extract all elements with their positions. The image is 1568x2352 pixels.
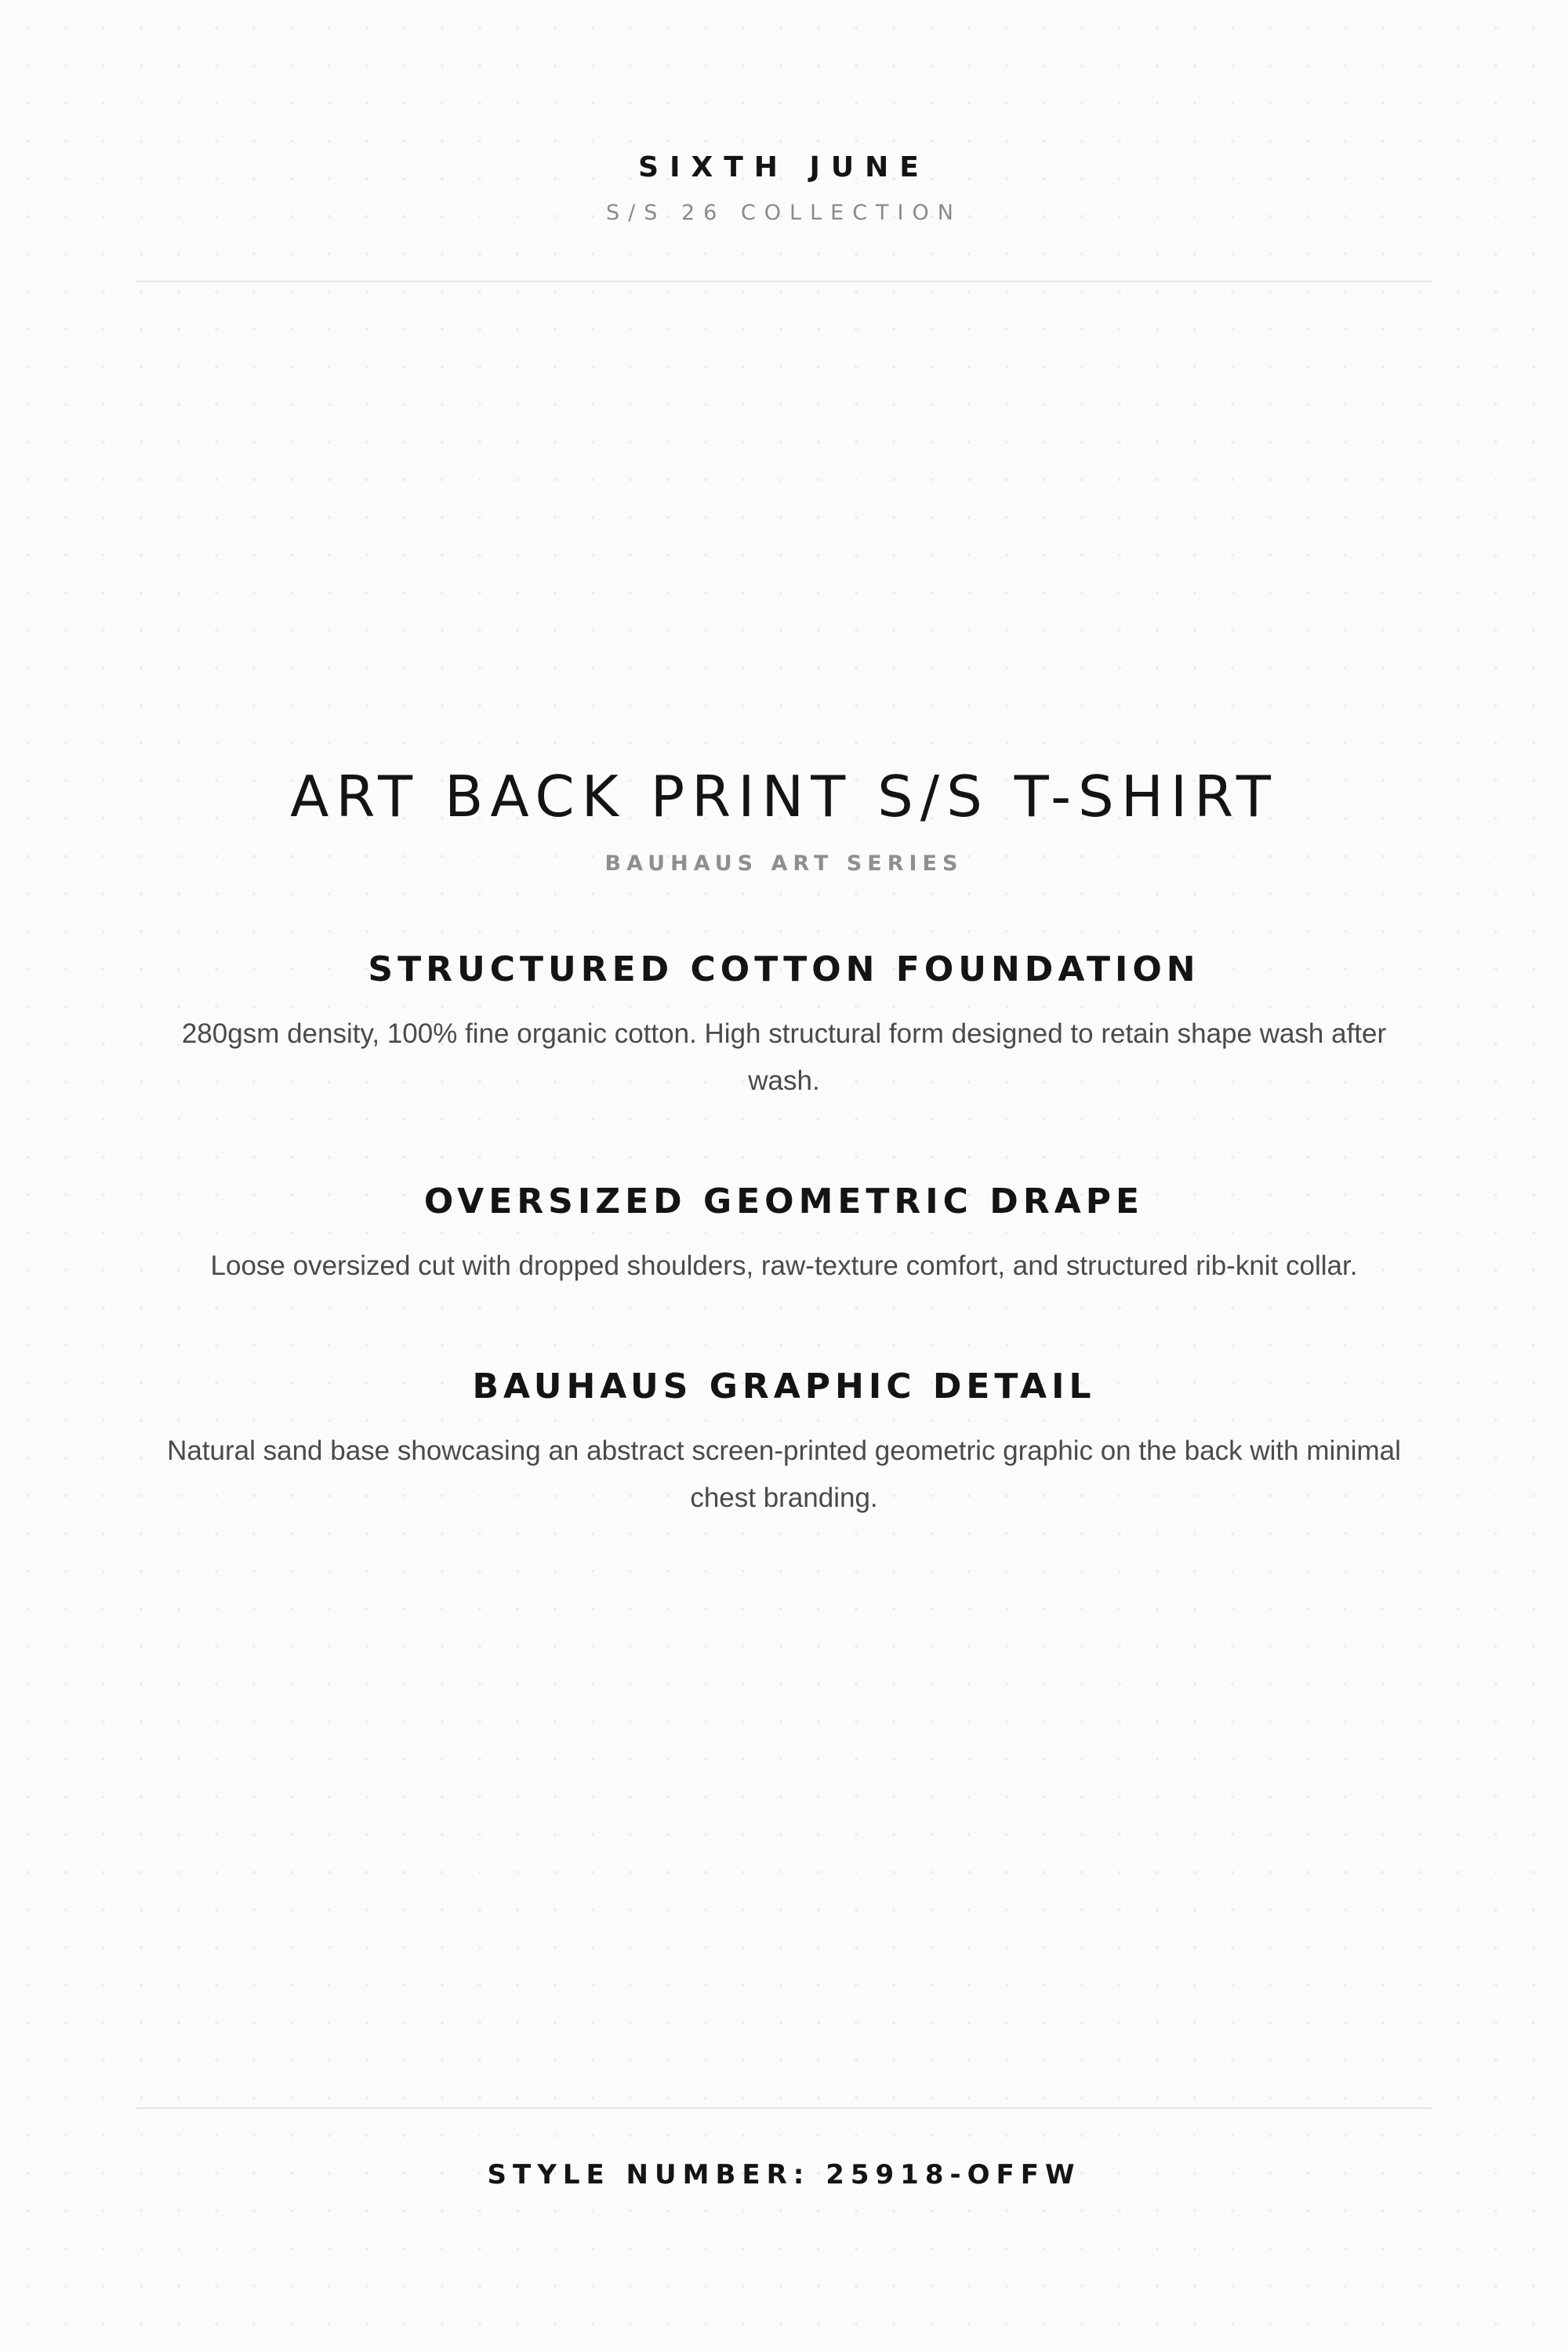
product-title: ART BACK PRINT S/S T-SHIRT (290, 764, 1278, 829)
style-number: STYLE NUMBER: 25918-OFFW (487, 2159, 1081, 2190)
header-divider (136, 281, 1432, 282)
footer-divider (136, 2107, 1432, 2109)
feature-list (0, 949, 1568, 1522)
feature-item (165, 1181, 1403, 1290)
feature-title: BAUHAUS GRAPHIC DETAIL (472, 1366, 1096, 1406)
feature-title: STRUCTURED COTTON FOUNDATION (368, 949, 1200, 989)
collection-label: S/S 26 COLLECTION (606, 201, 962, 225)
product-section (0, 764, 1568, 1602)
feature-description: Loose oversized cut with dropped shoulders, raw-texture comfort, and structured rib-knit collar. (210, 1250, 1358, 1281)
feature-title: OVERSIZED GEOMETRIC DRAPE (423, 1181, 1145, 1221)
page-header (0, 151, 1568, 225)
feature-item (165, 949, 1403, 1105)
feature-item (165, 1366, 1403, 1522)
brand-name: SIXTH JUNE (638, 151, 930, 183)
series-label: BAUHAUS ART SERIES (604, 851, 964, 876)
page-footer (0, 2161, 1568, 2188)
feature-description: Natural sand base showcasing an abstract screen-printed geometric graphic on the back with minimal chest branding. (167, 1435, 1401, 1513)
feature-description: 280gsm density, 100% fine organic cotton. High structural form designed to retain shape wash after wash. (181, 1018, 1387, 1096)
